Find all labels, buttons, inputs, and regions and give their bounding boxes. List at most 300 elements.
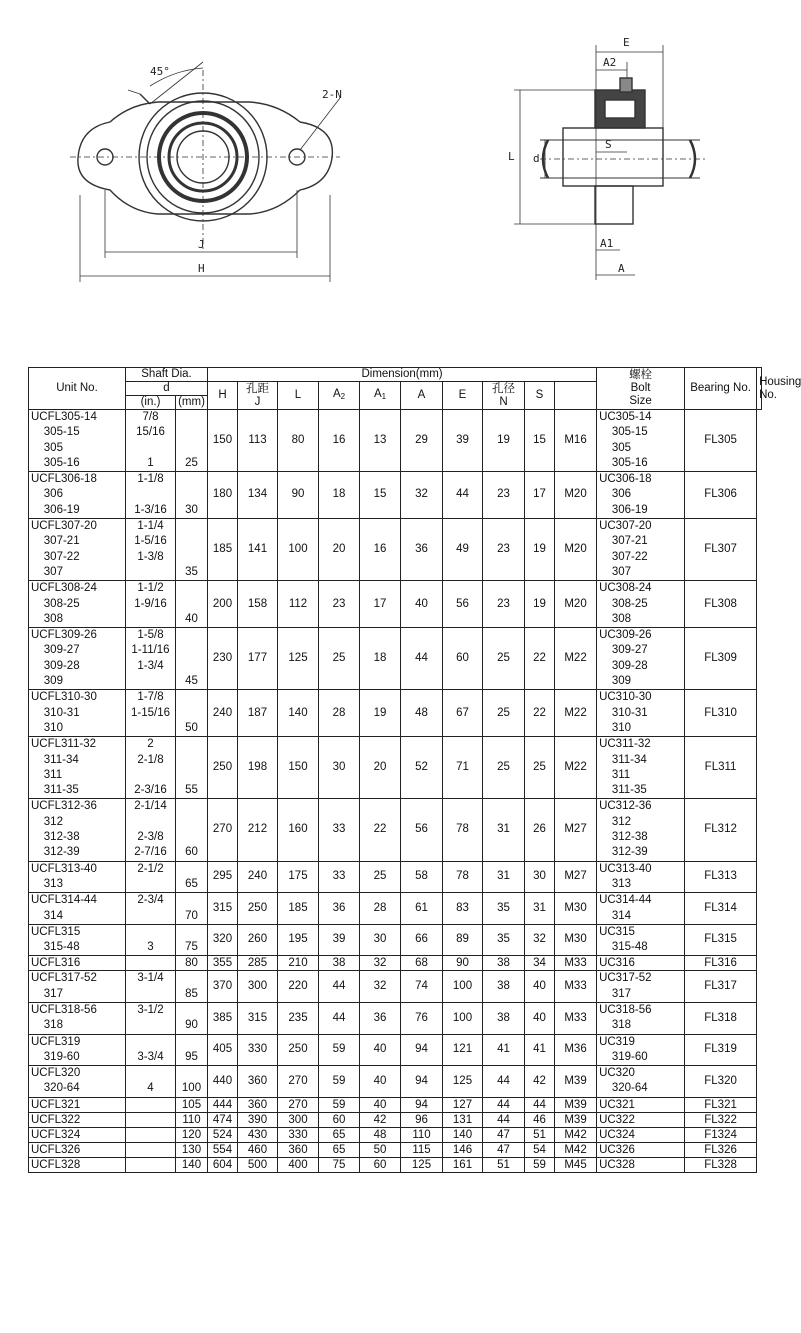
cell-a1: 16 <box>360 519 401 581</box>
cell-bearing: UC305-14 305-15 305 305-16 <box>597 410 685 472</box>
header-bearing-no: Bearing No. <box>685 368 757 410</box>
cell-a: 40 <box>401 581 443 628</box>
cell-a1: 18 <box>360 628 401 690</box>
cell-bearing: UC308-24 308-25 308 <box>597 581 685 628</box>
cell-e: 67 <box>443 690 483 737</box>
cell-l: 220 <box>278 971 319 1003</box>
cell-unit: UCFL306-18 306 306-19 <box>29 472 126 519</box>
cell-mm: 105 <box>176 1097 208 1112</box>
cell-j: 315 <box>238 1002 278 1034</box>
cell-bolt: M42 <box>555 1127 597 1142</box>
header-unit-no: Unit No. <box>29 368 126 410</box>
cell-a2: 28 <box>319 690 360 737</box>
cell-bearing: UC316 <box>597 956 685 971</box>
cell-housing: FL312 <box>685 799 757 861</box>
cell-a: 115 <box>401 1142 443 1157</box>
cell-housing: FL318 <box>685 1002 757 1034</box>
cell-n: 35 <box>483 893 525 925</box>
cell-e: 131 <box>443 1112 483 1127</box>
cell-a1: 30 <box>360 924 401 956</box>
drawing-labels <box>150 36 630 275</box>
cell-unit: UCFL310-30 310-31 310 <box>29 690 126 737</box>
cell-l: 80 <box>278 410 319 472</box>
cell-a: 29 <box>401 410 443 472</box>
cell-inch: 2-3/4 <box>126 893 176 925</box>
cell-h: 295 <box>208 861 238 893</box>
cell-bolt: M30 <box>555 924 597 956</box>
cell-n: 25 <box>483 690 525 737</box>
cell-bolt: M33 <box>555 1002 597 1034</box>
cell-inch: 1-1/2 1-9/16 <box>126 581 176 628</box>
header-l: L <box>278 382 319 410</box>
d-label: d <box>533 152 540 165</box>
cell-e: 90 <box>443 956 483 971</box>
cell-j: 285 <box>238 956 278 971</box>
cell-j: 113 <box>238 410 278 472</box>
cell-j: 158 <box>238 581 278 628</box>
cell-housing: FL306 <box>685 472 757 519</box>
cell-a1: 15 <box>360 472 401 519</box>
cell-unit: UCFL324 <box>29 1127 126 1142</box>
cell-bolt: M33 <box>555 956 597 971</box>
cell-mm: 35 <box>176 519 208 581</box>
cell-bearing: UC321 <box>597 1097 685 1112</box>
header-a: A <box>401 382 443 410</box>
header-bolt: 螺栓 Bolt Size <box>597 368 685 410</box>
cell-mm: 50 <box>176 690 208 737</box>
cell-housing: FL326 <box>685 1142 757 1157</box>
table-row <box>29 971 762 1003</box>
cell-a2: 65 <box>319 1142 360 1157</box>
cell-unit: UCFL319 319-60 <box>29 1034 126 1066</box>
technical-drawing <box>0 0 790 320</box>
cell-a1: 25 <box>360 861 401 893</box>
cell-n: 44 <box>483 1112 525 1127</box>
cell-l: 210 <box>278 956 319 971</box>
cell-bolt: M39 <box>555 1066 597 1098</box>
cell-s: 22 <box>525 628 555 690</box>
cell-e: 78 <box>443 861 483 893</box>
cell-inch <box>126 1097 176 1112</box>
cell-a: 36 <box>401 519 443 581</box>
cell-h: 240 <box>208 690 238 737</box>
cell-h: 474 <box>208 1112 238 1127</box>
cell-unit: UCFL316 <box>29 956 126 971</box>
cell-a2: 25 <box>319 628 360 690</box>
cell-mm: 95 <box>176 1034 208 1066</box>
cell-e: 71 <box>443 737 483 799</box>
cell-e: 127 <box>443 1097 483 1112</box>
cell-bearing: UC314-44 314 <box>597 893 685 925</box>
cell-s: 30 <box>525 861 555 893</box>
cell-unit: UCFL314-44 314 <box>29 893 126 925</box>
cell-bearing: UC326 <box>597 1142 685 1157</box>
cell-e: 56 <box>443 581 483 628</box>
cell-bearing: UC318-56 318 <box>597 1002 685 1034</box>
cell-a: 94 <box>401 1097 443 1112</box>
cell-bearing: UC310-30 310-31 310 <box>597 690 685 737</box>
cell-s: 59 <box>525 1157 555 1172</box>
cell-a: 110 <box>401 1127 443 1142</box>
header-mm: (mm) <box>176 396 208 410</box>
cell-h: 200 <box>208 581 238 628</box>
cell-l: 112 <box>278 581 319 628</box>
cell-bolt: M20 <box>555 519 597 581</box>
cell-j: 430 <box>238 1127 278 1142</box>
cell-a2: 16 <box>319 410 360 472</box>
cell-h: 554 <box>208 1142 238 1157</box>
cell-a1: 32 <box>360 956 401 971</box>
cell-e: 39 <box>443 410 483 472</box>
cell-l: 185 <box>278 893 319 925</box>
cell-a1: 28 <box>360 893 401 925</box>
cell-a: 52 <box>401 737 443 799</box>
cell-unit: UCFL328 <box>29 1157 126 1172</box>
cell-unit: UCFL312-36 312 312-38 312-39 <box>29 799 126 861</box>
table-row <box>29 799 762 861</box>
cell-bearing: UC315 315-48 <box>597 924 685 956</box>
cell-s: 26 <box>525 799 555 861</box>
table-row <box>29 1097 762 1112</box>
cell-a1: 60 <box>360 1157 401 1172</box>
cell-s: 40 <box>525 971 555 1003</box>
cell-unit: UCFL320 320-64 <box>29 1066 126 1098</box>
cell-bearing: UC312-36 312 312-38 312-39 <box>597 799 685 861</box>
cell-n: 23 <box>483 581 525 628</box>
cell-mm: 140 <box>176 1157 208 1172</box>
cell-j: 300 <box>238 971 278 1003</box>
cell-a2: 59 <box>319 1034 360 1066</box>
cell-j: 390 <box>238 1112 278 1127</box>
cell-n: 19 <box>483 410 525 472</box>
cell-n: 25 <box>483 628 525 690</box>
cell-mm: 55 <box>176 737 208 799</box>
cell-n: 31 <box>483 861 525 893</box>
cell-a2: 30 <box>319 737 360 799</box>
cell-unit: UCFL311-32 311-34 311 311-35 <box>29 737 126 799</box>
cell-a2: 60 <box>319 1112 360 1127</box>
cell-a: 56 <box>401 799 443 861</box>
cell-housing: FL305 <box>685 410 757 472</box>
cell-bolt: M22 <box>555 628 597 690</box>
cell-mm: 65 <box>176 861 208 893</box>
cell-unit: UCFL313-40 313 <box>29 861 126 893</box>
cell-a2: 23 <box>319 581 360 628</box>
specification-table <box>28 367 801 1173</box>
cell-s: 25 <box>525 737 555 799</box>
s-label: S <box>605 138 612 151</box>
a2-label: A2 <box>603 56 617 69</box>
cell-unit: UCFL321 <box>29 1097 126 1112</box>
cell-a: 96 <box>401 1112 443 1127</box>
cell-a1: 13 <box>360 410 401 472</box>
cell-housing: FL308 <box>685 581 757 628</box>
cell-mm: 85 <box>176 971 208 1003</box>
cell-bolt: M36 <box>555 1034 597 1066</box>
cell-housing: F1324 <box>685 1127 757 1142</box>
j-label: J <box>198 238 205 251</box>
cell-j: 240 <box>238 861 278 893</box>
cell-housing: FL310 <box>685 690 757 737</box>
cell-inch: 1-5/8 1-11/16 1-3/4 <box>126 628 176 690</box>
cell-a2: 18 <box>319 472 360 519</box>
cell-unit: UCFL307-20 307-21 307-22 307 <box>29 519 126 581</box>
cell-a: 44 <box>401 628 443 690</box>
cell-s: 22 <box>525 690 555 737</box>
cell-h: 440 <box>208 1066 238 1098</box>
cell-mm: 90 <box>176 1002 208 1034</box>
cell-inch: 1-1/8 1-3/16 <box>126 472 176 519</box>
table-row <box>29 1002 762 1034</box>
cell-bearing: UC307-20 307-21 307-22 307 <box>597 519 685 581</box>
cell-l: 175 <box>278 861 319 893</box>
cell-h: 180 <box>208 472 238 519</box>
cell-inch: 4 <box>126 1066 176 1098</box>
cell-a2: 20 <box>319 519 360 581</box>
cell-bolt: M20 <box>555 581 597 628</box>
cell-l: 160 <box>278 799 319 861</box>
cell-a1: 48 <box>360 1127 401 1142</box>
cell-a: 48 <box>401 690 443 737</box>
cell-mm: 80 <box>176 956 208 971</box>
cell-a2: 36 <box>319 893 360 925</box>
cell-n: 51 <box>483 1157 525 1172</box>
cell-inch <box>126 1112 176 1127</box>
cell-h: 270 <box>208 799 238 861</box>
cell-a2: 33 <box>319 861 360 893</box>
cell-bolt: M39 <box>555 1112 597 1127</box>
cell-n: 38 <box>483 971 525 1003</box>
header-a2: $A_2$ <box>319 382 360 410</box>
cell-bolt: M45 <box>555 1157 597 1172</box>
cell-h: 150 <box>208 410 238 472</box>
cell-unit: UCFL309-26 309-27 309-28 309 <box>29 628 126 690</box>
cell-j: 330 <box>238 1034 278 1066</box>
cell-a: 94 <box>401 1034 443 1066</box>
table-row <box>29 581 762 628</box>
cell-s: 15 <box>525 410 555 472</box>
cell-e: 83 <box>443 893 483 925</box>
cell-bolt: M27 <box>555 799 597 861</box>
cell-unit: UCFL326 <box>29 1142 126 1157</box>
cell-a2: 59 <box>319 1066 360 1098</box>
cell-inch: 3-3/4 <box>126 1034 176 1066</box>
cell-housing: FL315 <box>685 924 757 956</box>
cell-h: 230 <box>208 628 238 690</box>
cell-housing: FL311 <box>685 737 757 799</box>
cell-j: 500 <box>238 1157 278 1172</box>
table-row <box>29 628 762 690</box>
cell-e: 125 <box>443 1066 483 1098</box>
cell-a: 61 <box>401 893 443 925</box>
cell-bolt: M20 <box>555 472 597 519</box>
cell-unit: UCFL308-24 308-25 308 <box>29 581 126 628</box>
table-row <box>29 924 762 956</box>
cell-j: 187 <box>238 690 278 737</box>
cell-l: 300 <box>278 1112 319 1127</box>
cell-a: 68 <box>401 956 443 971</box>
a1-label: A1 <box>600 237 614 250</box>
cell-housing: FL309 <box>685 628 757 690</box>
cell-a2: 75 <box>319 1157 360 1172</box>
table-row <box>29 737 762 799</box>
table-row <box>29 893 762 925</box>
cell-s: 32 <box>525 924 555 956</box>
cell-a2: 44 <box>319 1002 360 1034</box>
header-in: (in.) <box>126 396 176 410</box>
header-d: d <box>126 382 208 396</box>
cell-n: 47 <box>483 1142 525 1157</box>
cell-bolt: M39 <box>555 1097 597 1112</box>
cell-s: 46 <box>525 1112 555 1127</box>
cell-j: 177 <box>238 628 278 690</box>
cell-housing: FL319 <box>685 1034 757 1066</box>
cell-inch <box>126 1127 176 1142</box>
cell-inch: 3 <box>126 924 176 956</box>
cell-inch: 1-7/8 1-15/16 <box>126 690 176 737</box>
cell-h: 405 <box>208 1034 238 1066</box>
cell-h: 250 <box>208 737 238 799</box>
cell-bearing: UC328 <box>597 1157 685 1172</box>
header-dimension: Dimension(mm) <box>208 368 597 382</box>
cell-a: 125 <box>401 1157 443 1172</box>
cell-s: 31 <box>525 893 555 925</box>
cell-l: 250 <box>278 1034 319 1066</box>
cell-bolt: M22 <box>555 737 597 799</box>
cell-unit: UCFL317-52 317 <box>29 971 126 1003</box>
cell-unit: UCFL322 <box>29 1112 126 1127</box>
cell-s: 44 <box>525 1097 555 1112</box>
cell-a: 32 <box>401 472 443 519</box>
cell-h: 370 <box>208 971 238 1003</box>
cell-a2: 38 <box>319 956 360 971</box>
cell-housing: FL313 <box>685 861 757 893</box>
cell-h: 355 <box>208 956 238 971</box>
cell-unit: UCFL318-56 318 <box>29 1002 126 1034</box>
cell-l: 330 <box>278 1127 319 1142</box>
table-row <box>29 956 762 971</box>
cell-a1: 40 <box>360 1066 401 1098</box>
cell-inch: 2-1/2 <box>126 861 176 893</box>
cell-a: 94 <box>401 1066 443 1098</box>
cell-unit: UCFL305-14 305-15 305 305-16 <box>29 410 126 472</box>
cell-s: 40 <box>525 1002 555 1034</box>
cell-j: 141 <box>238 519 278 581</box>
cell-n: 23 <box>483 519 525 581</box>
cell-a1: 17 <box>360 581 401 628</box>
cell-j: 134 <box>238 472 278 519</box>
cell-unit: UCFL315 315-48 <box>29 924 126 956</box>
cell-n: 25 <box>483 737 525 799</box>
cell-a1: 40 <box>360 1097 401 1112</box>
cell-j: 250 <box>238 893 278 925</box>
cell-mm: 45 <box>176 628 208 690</box>
cell-l: 235 <box>278 1002 319 1034</box>
cell-a1: 20 <box>360 737 401 799</box>
cell-e: 89 <box>443 924 483 956</box>
cell-n: 44 <box>483 1097 525 1112</box>
cell-n: 38 <box>483 956 525 971</box>
table-row <box>29 1034 762 1066</box>
cell-e: 140 <box>443 1127 483 1142</box>
cell-j: 260 <box>238 924 278 956</box>
cell-housing: FL314 <box>685 893 757 925</box>
cell-inch: 3-1/4 <box>126 971 176 1003</box>
table-row <box>29 690 762 737</box>
cell-housing: FL328 <box>685 1157 757 1172</box>
cell-j: 360 <box>238 1066 278 1098</box>
cell-h: 385 <box>208 1002 238 1034</box>
cell-a1: 22 <box>360 799 401 861</box>
cell-s: 51 <box>525 1127 555 1142</box>
table-row <box>29 410 762 472</box>
cell-e: 78 <box>443 799 483 861</box>
cell-bearing: UC322 <box>597 1112 685 1127</box>
cell-l: 195 <box>278 924 319 956</box>
header-n: 孔径 N <box>483 382 525 410</box>
cell-j: 212 <box>238 799 278 861</box>
cell-bolt: M42 <box>555 1142 597 1157</box>
cell-j: 198 <box>238 737 278 799</box>
cell-housing: FL322 <box>685 1112 757 1127</box>
holes-label: 2-N <box>322 88 342 101</box>
cell-n: 41 <box>483 1034 525 1066</box>
cell-a: 76 <box>401 1002 443 1034</box>
angle-label: 45° <box>150 65 170 78</box>
cell-s: 42 <box>525 1066 555 1098</box>
cell-a1: 40 <box>360 1034 401 1066</box>
table-row <box>29 1142 762 1157</box>
cell-bolt: M27 <box>555 861 597 893</box>
cell-bolt: M22 <box>555 690 597 737</box>
cell-l: 360 <box>278 1142 319 1157</box>
cell-housing: FL321 <box>685 1097 757 1112</box>
cell-inch: 1-1/4 1-5/16 1-3/8 <box>126 519 176 581</box>
cell-n: 35 <box>483 924 525 956</box>
cell-e: 161 <box>443 1157 483 1172</box>
cell-inch: 7/8 15/16 1 <box>126 410 176 472</box>
cell-mm: 70 <box>176 893 208 925</box>
cell-e: 49 <box>443 519 483 581</box>
cell-e: 100 <box>443 971 483 1003</box>
header-j: 孔距 J <box>238 382 278 410</box>
cell-h: 604 <box>208 1157 238 1172</box>
cell-l: 150 <box>278 737 319 799</box>
cell-bearing: UC319 319-60 <box>597 1034 685 1066</box>
cell-n: 44 <box>483 1066 525 1098</box>
cell-h: 185 <box>208 519 238 581</box>
header-s: S <box>525 382 555 410</box>
cell-bearing: UC306-18 306 306-19 <box>597 472 685 519</box>
cell-e: 44 <box>443 472 483 519</box>
cell-e: 121 <box>443 1034 483 1066</box>
cell-e: 60 <box>443 628 483 690</box>
cell-a1: 32 <box>360 971 401 1003</box>
cell-a: 66 <box>401 924 443 956</box>
header-a1: $A_1$ <box>360 382 401 410</box>
cell-mm: 25 <box>176 410 208 472</box>
cell-n: 38 <box>483 1002 525 1034</box>
cell-h: 444 <box>208 1097 238 1112</box>
cell-mm: 40 <box>176 581 208 628</box>
cell-a2: 59 <box>319 1097 360 1112</box>
cell-mm: 30 <box>176 472 208 519</box>
cell-j: 360 <box>238 1097 278 1112</box>
cell-l: 270 <box>278 1097 319 1112</box>
cell-a2: 39 <box>319 924 360 956</box>
cell-housing: FL317 <box>685 971 757 1003</box>
header-e: E <box>443 382 483 410</box>
